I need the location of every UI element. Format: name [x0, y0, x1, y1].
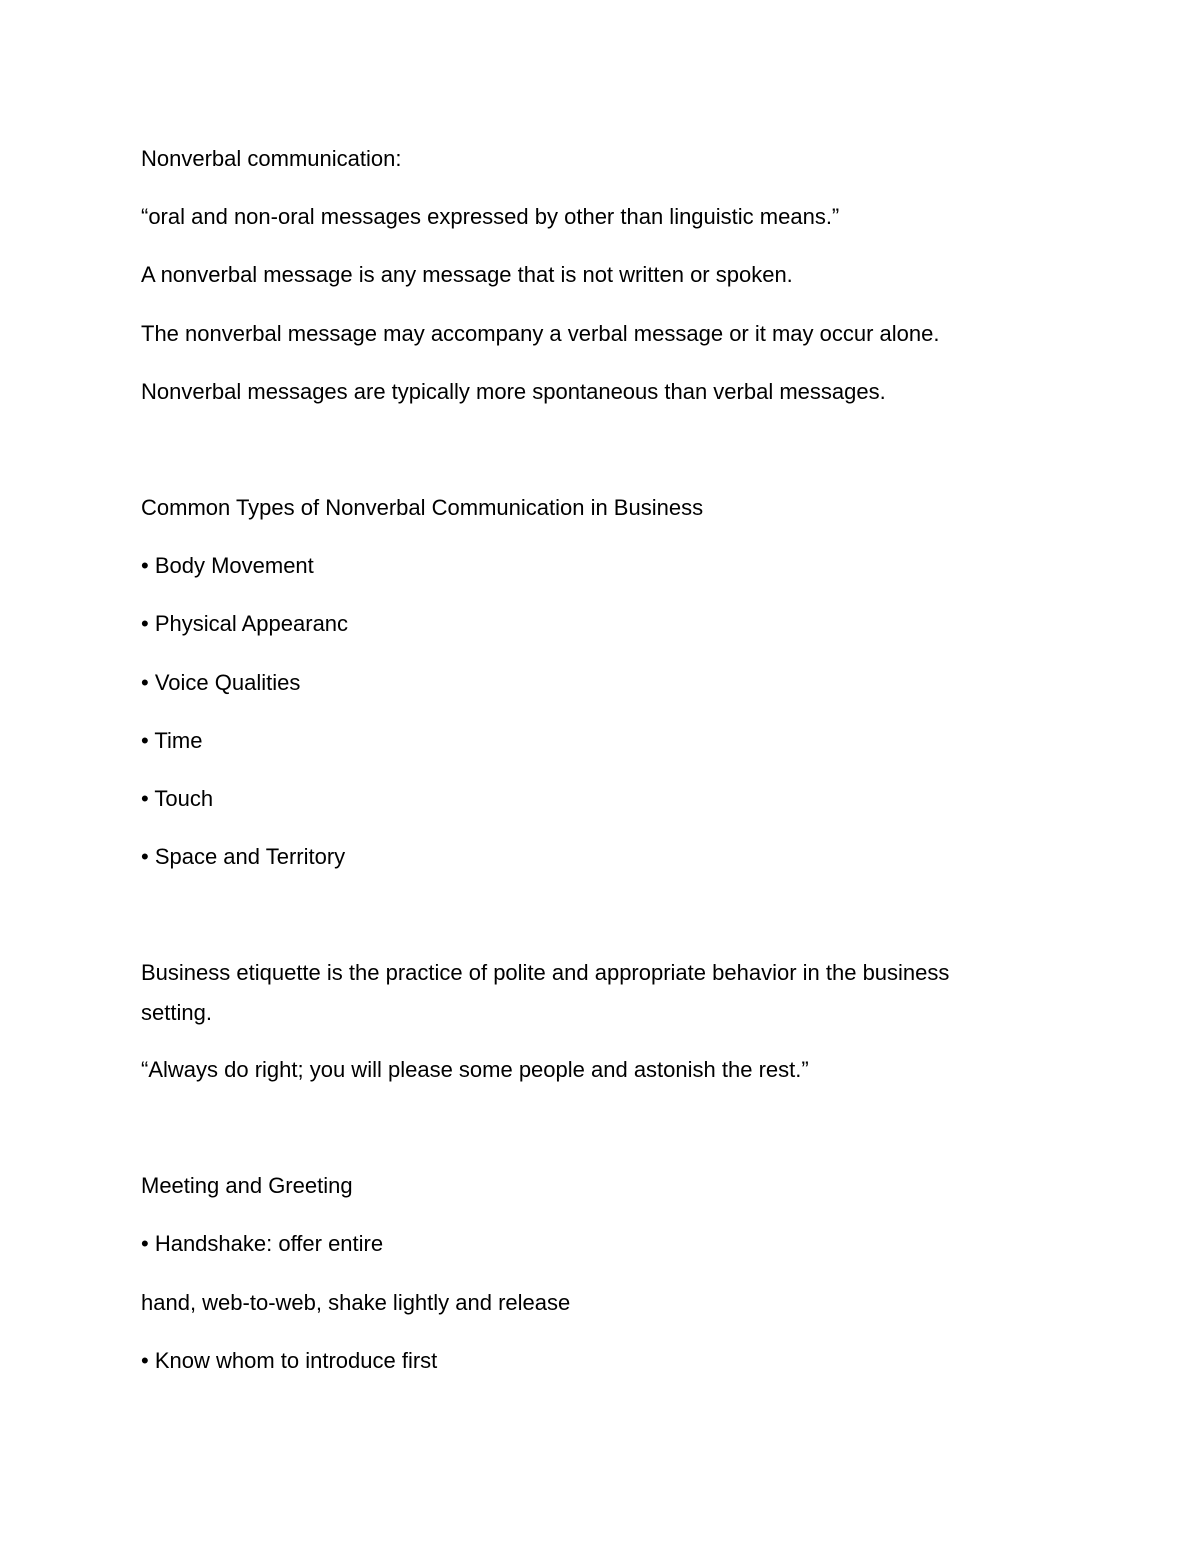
etiquette-paragraph: Business etiquette is the practice of polite and appropriate behavior in the business setting.	[141, 960, 950, 1025]
definition-quote: “oral and non-oral messages expressed by other than linguistic means.”	[141, 204, 840, 229]
list-item: • Know whom to introduce first	[141, 1348, 438, 1373]
section-heading-meeting: Meeting and Greeting	[141, 1173, 353, 1198]
paragraph-line: Nonverbal messages are typically more spontaneous than verbal messages.	[141, 379, 886, 404]
quote-line: “Always do right; you will please some people and astonish the rest.”	[141, 1057, 809, 1082]
list-item: • Voice Qualities	[141, 670, 301, 695]
list-item: • Touch	[141, 786, 214, 811]
paragraph-line: A nonverbal message is any message that is not written or spoken.	[141, 262, 793, 287]
section-heading-common-types: Common Types of Nonverbal Communication in Business	[141, 495, 704, 520]
section-heading-nonverbal: Nonverbal communication:	[141, 146, 402, 171]
list-item: • Time	[141, 728, 203, 753]
list-item: • Space and Territory	[141, 844, 346, 869]
list-item: • Physical Appearanc	[141, 611, 349, 636]
list-item: • Body Movement	[141, 553, 314, 578]
list-item: • Handshake: offer entire	[141, 1231, 384, 1256]
paragraph-line: The nonverbal message may accompany a verbal message or it may occur alone.	[141, 321, 940, 346]
list-item-continuation: hand, web-to-web, shake lightly and release	[141, 1290, 571, 1315]
